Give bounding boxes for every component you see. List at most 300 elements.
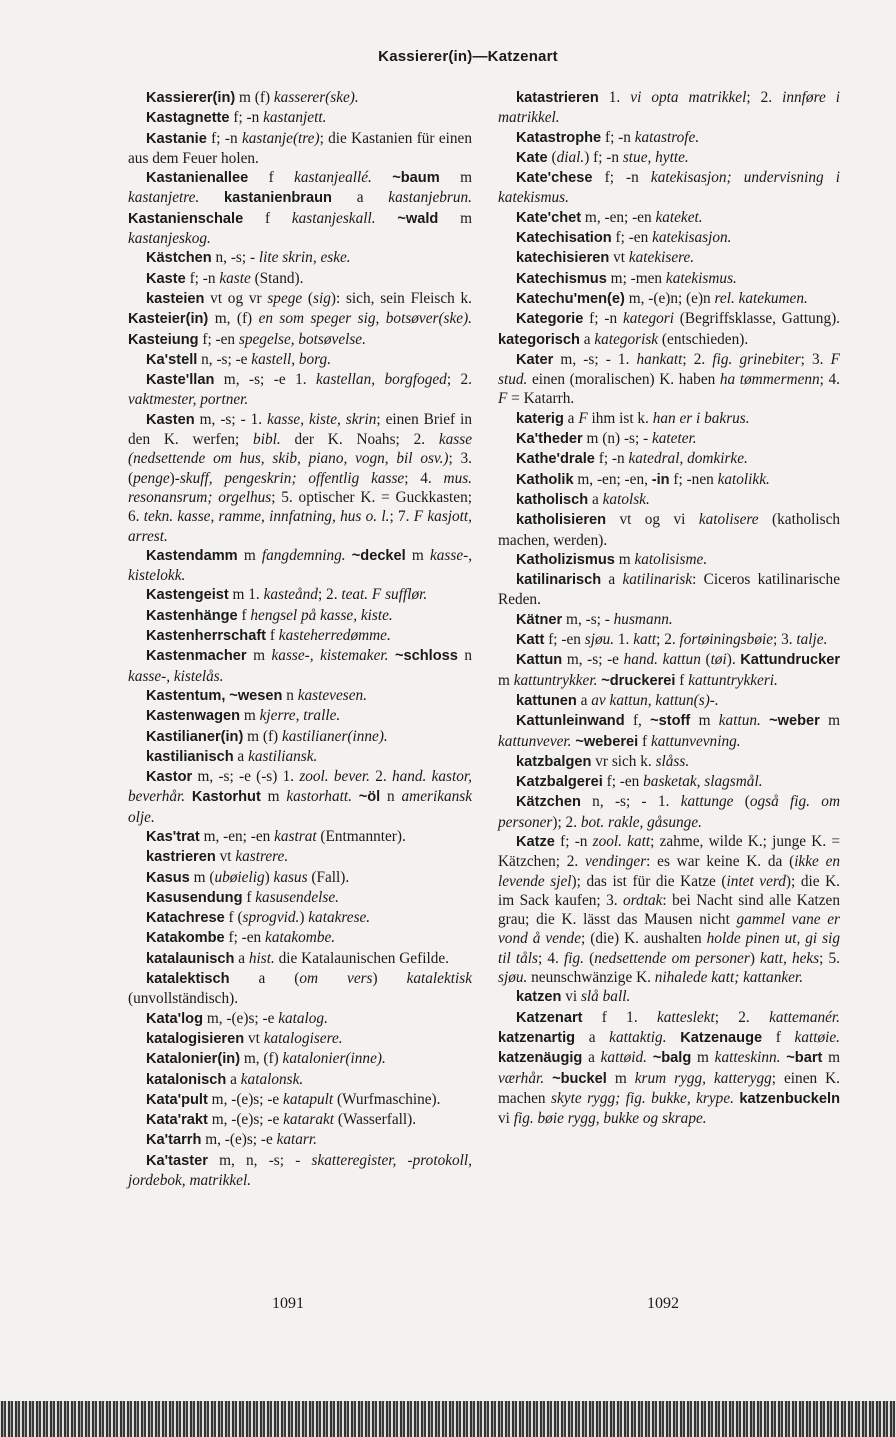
headword: Kastenhänge [146,607,238,624]
headword: Kätner [516,611,563,628]
dictionary-entry [128,168,472,248]
translation: kattun. [718,712,761,730]
headword: Kasteiung [128,331,199,348]
entry-text: ; 2. [446,371,473,389]
entry-text: 1. [598,89,631,106]
dictionary-entry [498,429,840,449]
dictionary-entry [498,1008,840,1129]
entry-text: ; 5. [819,949,841,967]
headword: Kastendamm [146,547,238,564]
entry-text: m [439,169,472,187]
dictionary-entry [498,449,840,469]
entry-text: a [575,1028,610,1046]
entry-text [185,788,192,805]
translation: katolisere [698,511,759,529]
headword: ~bart [786,1050,823,1067]
dictionary-entry [128,88,472,108]
translation: bot. rakle, gåsunge. [580,813,702,831]
entry-text: m, -(e)n; (e)n [624,289,715,307]
headword: Kassierer(in) [146,90,236,106]
headword: ~deckel [351,547,406,564]
entry-text: ihm ist k. [587,409,653,427]
dictionary-entry [498,752,840,772]
headword: katzbalgen [516,753,592,770]
translation: katalonier(inne). [282,1050,386,1068]
entry-text: f; -n [601,128,635,146]
translation: slå ball. [580,988,631,1006]
headword: katalogisieren [146,1030,245,1047]
translation: vi opta matrikkel [630,89,747,106]
headword: Katholizismus [516,551,615,568]
headword: Kastanienallee [146,170,249,187]
entry-text [544,1070,552,1087]
entry-text: m ( [189,868,215,886]
translation: zool. katt [592,832,651,850]
headword: katholisieren [516,512,607,529]
headword: Kaste'llan [146,372,215,389]
entry-text: ) [264,868,274,886]
scan-edge-strip [0,1401,896,1437]
dictionary-entry [498,610,840,630]
entry-text: m [438,209,472,227]
headword: Katt [516,632,545,649]
translation: slåss. [655,752,690,770]
translation: katedral, domkirke. [628,450,748,468]
translation: kastanjeskog. [128,230,211,248]
translation: sig [313,289,331,307]
headword: Kastor [146,769,193,786]
entry-text: m [614,550,635,568]
translation: kastanjeallé. [294,169,372,187]
entry-text: ( [584,949,595,967]
entry-text: vt [609,249,629,267]
headword: Kas'trat [146,828,200,845]
translation: han er i bakrus. [652,409,750,427]
headword: katalektisch [146,971,230,988]
right-column [498,88,840,1128]
translation: kattunvevning. [650,732,741,750]
entry-text: m, -s; -e [562,651,624,669]
entry-text: f; -n [594,450,629,468]
translation: katekismus. [665,269,737,287]
entry-text: : bei Nacht sind alle Katzen grau; die K. lässt das Mausen nicht [498,891,840,929]
translation: F [578,409,588,427]
headword: Kastengeist [146,587,229,604]
translation: katapult [283,1090,334,1108]
entry-text: m [260,788,287,806]
dictionary-entry [498,792,840,832]
headword: Kastenwagen [146,708,241,725]
entry-text: ; 7. [389,508,414,526]
entry-text: ; die Kastanien für einen aus dem Feuer holen. [128,129,472,167]
entry-text: : Ciceros katilinarische Reden. [498,571,840,609]
headword: Kattundrucker [740,652,841,669]
headword: katzenartig [498,1029,576,1046]
entry-text: m [690,712,719,730]
entry-text: die Katalaunischen Gefilde. [274,949,449,967]
headword: ~buckel [552,1070,607,1087]
translation: zool. bever. [299,768,370,786]
dictionary-entry [498,570,840,610]
translation: kastell, borg. [251,350,332,368]
translation: katekisasjon. [652,229,732,247]
headword: ~baum [392,170,440,187]
translation: lite skrin, eske. [258,249,351,267]
entry-text: (Begriffsklasse, Gattung). [673,310,841,328]
dictionary-entry [128,827,472,847]
headword: Katastrophe [516,129,602,146]
entry-text: f; -en [602,773,644,791]
headword: Kattun [516,652,563,669]
entry-text: (Entmannter). [316,827,406,845]
translation: hand. kastor, beverhår. [128,768,472,806]
translation: katalog. [278,1009,328,1027]
translation: dial. [556,148,585,166]
entry-text: ; 2. [656,631,680,649]
translation: skuff, pengeskrin; offentlig kasse [179,469,405,487]
translation: tøi [710,651,727,669]
entry-text: vi [561,988,581,1006]
translation: innføre i matrikkel. [498,89,841,127]
translation: kastiliansk. [248,747,318,765]
translation: værhår. [498,1069,545,1087]
translation: skatteregister, -protokoll, jordebok, matrikkel. [128,1151,472,1190]
translation: kategorisk [594,330,659,348]
entry-text: ; 4. [538,949,565,967]
entry-text [372,169,392,186]
headword: Katzenauge [680,1029,763,1046]
entry-text: m, -(e)s; -e [207,1090,284,1108]
dictionary-entry [128,928,472,948]
dictionary-entry [128,1029,472,1049]
translation: F kasjott, arrest. [128,508,472,545]
entry-text: f; -nen [669,470,718,488]
entry-text: f [762,1028,795,1046]
translation: katekisasjon; undervisning i katekismus. [498,169,840,207]
headword: ~druckerei [601,672,676,689]
translation: kasusendelse. [255,888,339,906]
translation: katolikk. [717,470,770,488]
dictionary-entry [128,1151,472,1191]
translation: fig. [564,949,584,967]
entry-text: f, [624,712,651,730]
dictionary-entry [128,949,472,969]
entry-text: ( [302,289,314,307]
entry-text: ; 3. [773,631,797,649]
headword: Ka'theder [516,431,583,448]
entry-text: ; 4. [819,371,840,389]
headword: ~schloss [394,648,458,665]
headword: katechisieren [516,250,610,267]
dictionary-entry [498,490,840,510]
translation: kattemanér. [769,1008,841,1026]
entry-text: = Katarrh. [507,390,575,408]
entry-text: m 1. [228,586,264,604]
headword: katastrieren [516,90,599,106]
headword: katzenbuckeln [739,1090,840,1107]
entry-text: f; -en [224,929,266,947]
headword: katzenäugig [498,1050,583,1067]
dictionary-entry [498,772,840,792]
translation: teat. F sufflør. [341,586,428,604]
dictionary-entry [128,1130,472,1150]
headword: Katechisation [516,230,612,247]
entry-text: f [237,606,251,624]
entry-text: ). [726,651,736,669]
entry-text: ); das ist für die Katze ( [571,872,727,890]
headword: Kattunleinwand [516,713,625,730]
entry-text: f [675,671,689,689]
translation: mus. resonansrum; orgelhus [128,469,472,506]
translation: kjerre, tralle. [259,707,341,725]
translation: bibl. [253,431,281,449]
headword: Katachrese [146,910,225,927]
entry-text: ; 2. [714,1008,770,1026]
entry-text: ; 2. [746,89,783,106]
translation: kateket. [655,208,703,226]
entry-text: n [380,788,402,806]
translation: katteskinn. [714,1049,781,1067]
dictionary-entry [128,727,472,747]
dictionary-entry [128,646,472,686]
headword: ~balg [652,1050,692,1067]
translation: fortøiningsbøie [679,631,774,649]
translation: en som speger sig, botsøver(ske). [258,310,472,328]
entry-text: ) [372,970,407,988]
entry-text: n, -s; - [211,249,259,267]
headword: Kate [516,149,548,166]
entry-text: m (f) [235,89,274,106]
dictionary-entry [128,1090,472,1110]
entry-text: m, -s; - 1. [194,410,268,428]
dictionary-entry [498,148,840,168]
dictionary-entry [128,1049,472,1069]
entry-text: ) [749,949,761,967]
entry-text: a [601,571,623,589]
entry-text: ; zahme, wilde K.; junge K. = Kätzchen; 2. [498,832,841,871]
translation: kasse-, kistelås. [128,667,224,685]
translation: kastanje(tre) [241,129,320,147]
dictionary-entry [128,1009,472,1029]
dictionary-entry [498,650,840,691]
entry-text: a [579,330,595,348]
translation: kasus [273,868,308,886]
headword: ~stoff [650,713,691,730]
entry-text: 1. [614,631,634,649]
headword: katerig [516,410,564,427]
dictionary-entry [128,1070,472,1090]
entry-text: n, -s; - 1. [580,793,681,811]
translation: kasteherredømme. [278,627,391,645]
translation: kastrere. [235,848,289,866]
entry-text: vr sich k. [591,752,656,770]
page-number-left: 1091 [272,1295,304,1312]
entry-text: m, -(e)s; -e [201,1131,277,1149]
translation: spegelse, botsøvelse. [238,330,366,348]
dictionary-entry [128,767,472,827]
translation: kastevesen. [297,686,367,704]
entry-text: m [819,712,840,730]
entry-text: m, -s; -e 1. [214,371,316,389]
headword: katilinarisch [516,572,602,589]
dictionary-entry [498,510,840,550]
entry-text: m [240,707,260,725]
dictionary-entry [128,350,472,370]
page-number-right: 1092 [647,1295,679,1312]
translation: fig. grinebiter [712,350,801,368]
dictionary-entry [128,129,472,169]
translation: kasse-, kistelokk. [128,546,473,585]
dictionary-entry [498,289,840,309]
translation: hengsel på kasse, kiste. [250,606,393,624]
entry-text: m (n) -s; - [582,430,652,448]
entry-text: ( [733,793,750,811]
entry-text: n [457,647,473,665]
entry-text: ( [700,651,711,669]
headword: Kategorie [516,311,584,328]
entry-text: f; -n [229,109,264,127]
translation: kastorhatt. [286,788,352,806]
entry-text: (entschieden). [658,330,749,348]
entry-text: a [331,189,389,207]
translation: fig. bøie rygg, bukke og skrape. [513,1110,707,1128]
entry-text: ; 2. [682,350,713,368]
entry-text: (unvollständisch). [128,990,239,1008]
headword: Kastenmacher [146,648,247,665]
translation: skyte rygg; fig. bukke, krype. [551,1089,734,1107]
entry-text: f; -n [206,129,242,147]
dictionary-entry [498,409,840,429]
headword: kastilianisch [146,748,234,765]
translation: kastellan, borgfoged [316,371,447,389]
translation: ordtak [623,891,663,909]
dictionary-entry [128,868,472,888]
translation: kattuntrykker. [513,671,598,689]
translation: kattuntrykkeri. [688,671,778,689]
entry-text: m, -s; -e (-s) 1. [192,768,300,786]
entry-text: f; -en [611,229,653,247]
entry-text: f [248,169,295,187]
headword: Kata'pult [146,1091,208,1108]
translation: nedsettende om personer [594,949,750,967]
entry-text: ; 2. [317,586,342,604]
entry-text: vt og vi [606,511,699,529]
headword: Kastagnette [146,110,230,127]
headword: Kata'log [146,1010,203,1027]
headword: Kasteier(in) [128,311,209,328]
headword: kasteien [146,290,205,307]
translation: sjøu. [498,969,528,987]
translation: ha tømmermenn [719,371,820,389]
headword: Katzenart [516,1009,583,1026]
entry-text: a [563,409,579,427]
translation: kastanjebrun. [388,189,472,207]
translation: katolisisme. [634,550,708,568]
running-head [0,48,896,65]
entry-text: a ( [229,970,300,988]
entry-text: m (f) [243,727,282,745]
entry-text: (Stand). [250,269,304,287]
dictionary-entry [498,470,840,490]
entry-text: vi [498,1110,514,1128]
translation: kasteånd [263,586,318,604]
translation: hand. kattun [623,651,701,669]
dictionary-entry [128,546,472,586]
translation: hist. [248,949,275,967]
entry-text: ( [547,148,557,166]
entry-text: a [226,1070,241,1088]
entry-text: der K. Noahs; 2. [280,431,439,449]
entry-text: m, -en; -en, [573,470,652,488]
headword: Katakombe [146,930,225,947]
translation: kastrat [274,827,317,845]
headword: Katze [516,833,555,850]
dictionary-entry [128,847,472,867]
translation: kastanjeskall. [291,209,376,227]
translation: katastrofe. [634,128,700,146]
dictionary-entry [128,888,472,908]
translation: ubøielig [214,868,265,886]
dictionary-entry [498,987,840,1007]
translation: katakombe. [265,929,336,947]
entry-text: m [822,1049,841,1067]
entry-text: vt og vr [204,289,268,307]
translation: kattøid. [600,1049,647,1067]
translation: katarr. [276,1131,317,1149]
translation: krum rygg, katterygg [634,1069,772,1087]
dictionary-entry [498,309,840,350]
entry-text: neunschwänzige K. [527,969,655,987]
translation: amerikansk olje. [128,788,473,826]
entry-text: f ( [224,909,243,927]
entry-text: (Wasserfall). [334,1111,417,1129]
entry-text: m; -men [606,269,666,287]
entry-text: ; einen K. machen [498,1069,841,1107]
translation: om vers [299,970,373,988]
translation: basketak, slagsmål. [643,773,763,791]
dictionary-entry [128,706,472,726]
dictionary-entry [498,630,840,650]
entry-text: 2. [369,768,392,786]
headword: Kastenherrschaft [146,628,267,645]
left-column [128,88,472,1190]
translation: kastanjetre. [128,189,200,207]
headword: Kätzchen [516,794,581,811]
entry-text: m, -s; - 1. [553,350,637,368]
translation: katekisere. [628,249,695,267]
headword: kategorisch [498,331,580,348]
entry-text: ) f; -n [584,148,623,166]
headword: Kastorhut [191,789,261,806]
translation: kattaktig. [609,1028,667,1046]
dictionary-entry [498,350,840,409]
translation: kategori [622,310,674,328]
entry-text: n [282,686,298,704]
entry-text: f; -n [185,269,220,287]
entry-text: m, (f) [240,1050,283,1068]
dictionary-entry [498,248,840,268]
entry-text: einen (moralischen) K. haben [527,371,720,389]
translation: katalonsk. [240,1070,304,1088]
entry-text [761,712,769,729]
entry-text: m [246,647,272,665]
headword: Kastentum, [146,687,226,704]
translation: vaktmester, portner. [128,391,249,409]
headword: ~weber [769,713,820,730]
dictionary-entry [498,168,840,208]
dictionary-entry [128,370,472,410]
entry-text: ; 3. [800,350,831,368]
